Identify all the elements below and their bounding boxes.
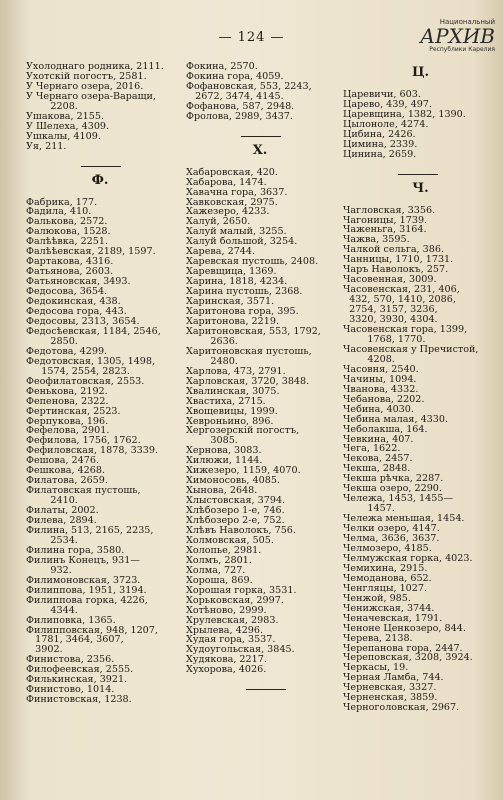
index-entry: Черненская, 3859. bbox=[343, 692, 438, 704]
index-entry: Харева, 2744. bbox=[186, 246, 256, 258]
index-entry: Черева, 2138. bbox=[343, 632, 413, 644]
index-entry: Финистово, 1014. bbox=[26, 684, 115, 696]
index-entry: 4344. bbox=[26, 604, 78, 616]
index-entry: Харина, 1818, 4234. bbox=[186, 276, 288, 288]
index-entry: 2208. bbox=[26, 100, 78, 112]
index-entry: Филаты, 2002. bbox=[26, 505, 99, 517]
entry-list-kh bbox=[186, 168, 334, 676]
index-entry: 2636. bbox=[186, 335, 238, 347]
index-entry: Ферпукова, 196. bbox=[26, 415, 109, 427]
index-entry: Филина, 513, 2165, 2235, bbox=[26, 524, 154, 536]
index-entry: Хвощевицы, 1999. bbox=[186, 405, 278, 417]
index-entry: 2850. bbox=[26, 335, 78, 347]
index-entry: Фабрика, 177. bbox=[26, 196, 98, 208]
index-entry: Филатова, 2659. bbox=[26, 475, 108, 487]
index-entry: Чаръ Наволокъ, 257. bbox=[343, 264, 449, 276]
column-1 bbox=[26, 62, 174, 705]
index-entry: 2672, 3474, 4145. bbox=[186, 90, 284, 102]
index-entry: Филиппова, 1951, 3194. bbox=[26, 584, 147, 596]
index-entry: Фалькова, 2572. bbox=[26, 216, 108, 228]
index-entry: Хавковская, 2975. bbox=[186, 196, 278, 208]
index-entry: Чевкина, 407. bbox=[343, 433, 414, 445]
index-entry: Хрылева, 4296. bbox=[186, 624, 264, 636]
index-entry: Ченжой, 985. bbox=[343, 592, 411, 604]
index-entry: Финистовская, 1238. bbox=[26, 694, 132, 706]
index-entry: Хынова, 2648. bbox=[186, 485, 258, 497]
index-entry: Цылоноле, 4274. bbox=[343, 118, 429, 130]
archive-logo-main: АРХИВ bbox=[420, 24, 495, 48]
index-entry: Фокина гора, 4059. bbox=[186, 70, 284, 82]
index-entry: Фролова, 2989, 3437. bbox=[186, 110, 293, 122]
index-entry: Худякова, 2217. bbox=[186, 654, 267, 666]
index-entry: 4208. bbox=[343, 353, 395, 365]
index-entry: Цинина, 2659. bbox=[343, 148, 417, 160]
index-entry: Чележа меньшая, 1454. bbox=[343, 513, 465, 525]
index-entry: Фешкова, 4268. bbox=[26, 465, 106, 477]
archive-logo-sub: Республики Карелия bbox=[429, 46, 495, 53]
index-entry: Часовенская, 231, 406, bbox=[343, 284, 460, 296]
index-entry: Фертинская, 2523. bbox=[26, 405, 121, 417]
index-entry: Чебанова, 2202. bbox=[343, 393, 425, 405]
index-entry: Чагоницы, 1739. bbox=[343, 214, 428, 226]
index-entry: 2534. bbox=[26, 534, 78, 546]
index-entry: Ченгляцы, 1027. bbox=[343, 582, 428, 594]
section-divider bbox=[398, 174, 438, 176]
index-entry: Хлѣвъ Наволокъ, 756. bbox=[186, 524, 296, 536]
index-entry: Хавачна гора, 3637. bbox=[186, 186, 288, 198]
index-entry: Хорошая горка, 3531. bbox=[186, 584, 297, 596]
index-entry: Челмозеро, 4185. bbox=[343, 542, 432, 554]
index-entry: Царево, 439, 497. bbox=[343, 98, 432, 110]
index-entry: Хилюжи, 1144. bbox=[186, 455, 263, 467]
index-entry: Чекша рѣчка, 2287. bbox=[343, 473, 444, 485]
index-entry: Чеболакша, 164. bbox=[343, 423, 428, 435]
index-entry: Хрулевская, 2983. bbox=[186, 614, 279, 626]
index-entry: Фалѣѣвка, 2251. bbox=[26, 236, 109, 248]
index-entry: Худая гора, 3537. bbox=[186, 634, 276, 646]
index-entry: Федотовская, 1305, 1498, bbox=[26, 355, 156, 367]
index-entry: 432, 570, 1410, 2086, bbox=[343, 294, 456, 306]
archive-logo bbox=[399, 18, 495, 62]
index-entry: Царевичи, 603. bbox=[343, 88, 421, 100]
index-entry: Хлыстовская, 3794. bbox=[186, 495, 286, 507]
index-entry: 3320, 3930, 4304. bbox=[343, 314, 438, 326]
index-entry: 1457. bbox=[343, 503, 395, 515]
index-entry: Чачины, 1094. bbox=[343, 373, 417, 385]
index-entry: Харитоновская, 553, 1792, bbox=[186, 325, 321, 337]
index-entry: Царевщина, 1382, 1390. bbox=[343, 108, 466, 120]
column-2 bbox=[186, 62, 334, 691]
section-divider bbox=[241, 136, 281, 138]
index-entry: 1768, 1770. bbox=[343, 333, 426, 345]
index-entry: Филина гора, 3580. bbox=[26, 544, 125, 556]
index-entry: Черепанова гора, 2447. bbox=[343, 642, 463, 654]
page-number: — 124 — bbox=[218, 30, 285, 45]
index-entry: Филькинская, 3921. bbox=[26, 674, 128, 686]
index-entry: Чележа, 1453, 1455— bbox=[343, 493, 454, 505]
index-entry: Фофановская, 553, 2243, bbox=[186, 80, 312, 92]
index-entry: Уя, 211. bbox=[26, 140, 67, 152]
index-entry: 3902. bbox=[26, 644, 63, 656]
index-entry: Черкасы, 19. bbox=[343, 662, 409, 674]
index-entry: Чемихина, 2915. bbox=[343, 562, 428, 574]
index-entry: Харитонова, 2219. bbox=[186, 315, 280, 327]
section-heading-f: Ф. bbox=[91, 172, 109, 188]
index-entry: Ушакова, 2155. bbox=[26, 110, 105, 122]
index-entry: Харловская, 3720, 3848. bbox=[186, 375, 310, 387]
index-entry: У Чернаго озера-Варащи, bbox=[26, 90, 156, 102]
index-entry: Харитоновская пустошь, bbox=[186, 345, 312, 357]
index-entry: Федосовы, 2313, 3654. bbox=[26, 315, 140, 327]
index-entry: Чекова, 2457. bbox=[343, 453, 413, 465]
index-entry: Черная Ламба, 744. bbox=[343, 672, 444, 684]
index-entry: Харитонова гора, 395. bbox=[186, 306, 299, 318]
index-entry: 932. bbox=[26, 564, 72, 576]
index-entry: Часовня, 2540. bbox=[343, 363, 419, 375]
entry-list-ts bbox=[343, 90, 498, 160]
index-entry: Челма, 3636, 3637. bbox=[343, 533, 440, 545]
index-entry: Часовенная, 3009. bbox=[343, 274, 437, 286]
index-entry: Чебина малая, 4330. bbox=[343, 413, 449, 425]
index-entry: Чебина, 4030. bbox=[343, 403, 414, 415]
index-entry: Филева, 2894. bbox=[26, 515, 97, 527]
index-entry: Фатьянова, 2603. bbox=[26, 266, 114, 278]
index-entry: Часовенская у Пречистой, bbox=[343, 343, 479, 355]
index-entry: Ушкалы, 4109. bbox=[26, 130, 101, 142]
index-entry: Филофеевская, 2555. bbox=[26, 664, 134, 676]
index-entry: Филатовская пустошь, bbox=[26, 485, 141, 497]
index-entry: 2410. bbox=[26, 495, 78, 507]
index-entry: Чажва, 3595. bbox=[343, 234, 410, 246]
index-entry: Цимина, 2339. bbox=[343, 138, 418, 150]
index-entry: Хлѣбозеро 2-е, 752. bbox=[186, 515, 285, 527]
index-entry: Худоугольская, 3845. bbox=[186, 644, 295, 656]
index-entry: Харина пустошь, 2368. bbox=[186, 286, 303, 298]
index-entry: Фадила, 410. bbox=[26, 206, 92, 218]
entry-list-u bbox=[26, 62, 174, 152]
index-entry: Фепенова, 2322. bbox=[26, 395, 109, 407]
index-entry: Хороша, 869. bbox=[186, 574, 253, 586]
index-entry: Ченижская, 3744. bbox=[343, 602, 435, 614]
index-entry: Фешова, 2476. bbox=[26, 455, 100, 467]
index-entry: Хабаровская, 420. bbox=[186, 166, 278, 178]
index-entry: Филиппова горка, 4226, bbox=[26, 594, 148, 606]
index-entry: Ухолоднаго родника, 2111. bbox=[26, 61, 164, 72]
index-entry: У Чернаго озера, 2016. bbox=[26, 80, 144, 92]
index-entry: Химоносовь, 4085. bbox=[186, 475, 280, 487]
entry-list-f-cont bbox=[186, 62, 334, 122]
index-entry: Халуй малый, 3255. bbox=[186, 226, 287, 238]
entry-list-ch bbox=[343, 206, 498, 714]
index-entry: Филиповка, 1365. bbox=[26, 614, 116, 626]
index-entry: Холмъ, 2801. bbox=[186, 554, 252, 566]
index-entry: Хижезеро, 1159, 4070. bbox=[186, 465, 301, 477]
index-entry: Харевская пустошь, 2408. bbox=[186, 256, 319, 268]
index-entry: Фатьяновская, 3493. bbox=[26, 276, 131, 288]
index-entry: Хернова, 3083. bbox=[186, 445, 262, 457]
index-entry: Харинская, 3571. bbox=[186, 296, 275, 308]
index-entry: Хевроньино, 896. bbox=[186, 415, 274, 427]
index-entry: Ухотскій погостъ, 2581. bbox=[26, 70, 147, 82]
index-entry: Халуй большой, 3254. bbox=[186, 236, 298, 248]
index-entry: Хорьковская, 2997. bbox=[186, 594, 284, 606]
index-entry: Харлова, 473, 2791. bbox=[186, 365, 286, 377]
index-entry: Федосѣевская, 1184, 2546, bbox=[26, 325, 161, 337]
index-entry: Череповская, 3208, 3924. bbox=[343, 652, 473, 664]
index-entry: Фалюкова, 1528. bbox=[26, 226, 111, 238]
index-entry: Чекша озеро, 2290. bbox=[343, 483, 442, 495]
index-entry: Хотѣново, 2999. bbox=[186, 604, 267, 616]
index-entry: Филимоновская, 3723. bbox=[26, 574, 141, 586]
section-heading-ch: Ч. bbox=[412, 180, 429, 196]
index-entry: Филинъ Конецъ, 931— bbox=[26, 554, 140, 566]
index-entry: Чаженьга, 3164. bbox=[343, 224, 427, 236]
section-heading-kh: Х. bbox=[252, 142, 268, 158]
entry-list-f bbox=[26, 198, 174, 706]
index-entry: Фалѣѣевская, 2189, 1597. bbox=[26, 246, 156, 258]
index-entry: Хергозерскій погостъ, bbox=[186, 425, 300, 437]
index-entry: 3085. bbox=[186, 435, 238, 447]
index-entry: Чалкой сельга, 386. bbox=[343, 244, 445, 256]
index-entry: Фефиловская, 1878, 3339. bbox=[26, 445, 159, 457]
index-entry: Черневская, 3327. bbox=[343, 682, 437, 694]
index-entry: Хвалинская, 3075. bbox=[186, 385, 280, 397]
index-entry: Чванова, 4332. bbox=[343, 383, 419, 395]
index-entry: Фенькова, 2192. bbox=[26, 385, 108, 397]
index-entry: Ченоне Ценкозеро, 844. bbox=[343, 622, 466, 634]
index-entry: 1781, 3464, 3607, bbox=[26, 634, 124, 646]
index-entry: Хажезеро, 4233. bbox=[186, 206, 270, 218]
index-entry: Челмужская горка, 4023. bbox=[343, 552, 473, 564]
index-entry: Холмовская, 505. bbox=[186, 534, 274, 546]
index-entry: Харевщица, 1369. bbox=[186, 266, 277, 278]
index-entry: Чега, 1622. bbox=[343, 443, 401, 455]
index-entry: Цибина, 2426. bbox=[343, 128, 416, 140]
index-entry: Федокинская, 438. bbox=[26, 296, 121, 308]
index-entry: Халуй, 2650. bbox=[186, 216, 251, 228]
index-entry: Часовенская гора, 1399, bbox=[343, 324, 468, 336]
index-entry: Филипповская, 948, 1207, bbox=[26, 624, 158, 636]
index-entry: Фокина, 2570. bbox=[186, 61, 258, 72]
index-entry: Финистова, 2356. bbox=[26, 654, 115, 666]
index-entry: Холопье, 2981. bbox=[186, 544, 262, 556]
archive-logo-top: Национальный bbox=[439, 18, 495, 26]
index-entry: Чанницы, 1710, 1731. bbox=[343, 254, 454, 266]
index-entry: Чекша, 2848. bbox=[343, 463, 411, 475]
index-entry: Чемоданова, 652. bbox=[343, 572, 432, 584]
index-entry: Челки озеро, 4147. bbox=[343, 523, 440, 535]
index-entry: Федотова, 4299. bbox=[26, 345, 108, 357]
index-entry: Фефелова, 2901. bbox=[26, 425, 110, 437]
index-entry: Хлѣбозеро 1-е, 746. bbox=[186, 505, 285, 517]
index-entry: Холма, 727. bbox=[186, 564, 246, 576]
index-entry: Фофанова, 587, 2948. bbox=[186, 100, 295, 112]
index-entry: Федосова, 3654. bbox=[26, 286, 108, 298]
column-3 bbox=[343, 62, 498, 713]
index-entry: Хабарова, 1474. bbox=[186, 176, 267, 188]
index-entry: Фартакова, 4316. bbox=[26, 256, 114, 268]
index-entry: Ченачевская, 1791. bbox=[343, 612, 443, 624]
index-entry: Фефилова, 1756, 1762. bbox=[26, 435, 141, 447]
section-heading-ts: Ц. bbox=[411, 65, 430, 80]
index-entry: 2480. bbox=[186, 355, 238, 367]
section-divider bbox=[81, 166, 121, 168]
section-divider bbox=[246, 689, 286, 691]
index-entry: Хвастиха, 2715. bbox=[186, 395, 266, 407]
index-entry: Хухорова, 4026. bbox=[186, 664, 267, 676]
index-entry: 2754, 3157, 3236, bbox=[343, 304, 438, 316]
index-entry: Черноголовская, 2967. bbox=[343, 702, 460, 714]
index-entry: 1574, 2554, 2823. bbox=[26, 365, 130, 377]
index-entry: Феофилатовская, 2553. bbox=[26, 375, 145, 387]
index-entry: Чагловская, 3356. bbox=[343, 204, 436, 216]
index-entry: Федосова гора, 443. bbox=[26, 306, 127, 318]
index-entry: У Шелеха, 4309. bbox=[26, 120, 110, 132]
